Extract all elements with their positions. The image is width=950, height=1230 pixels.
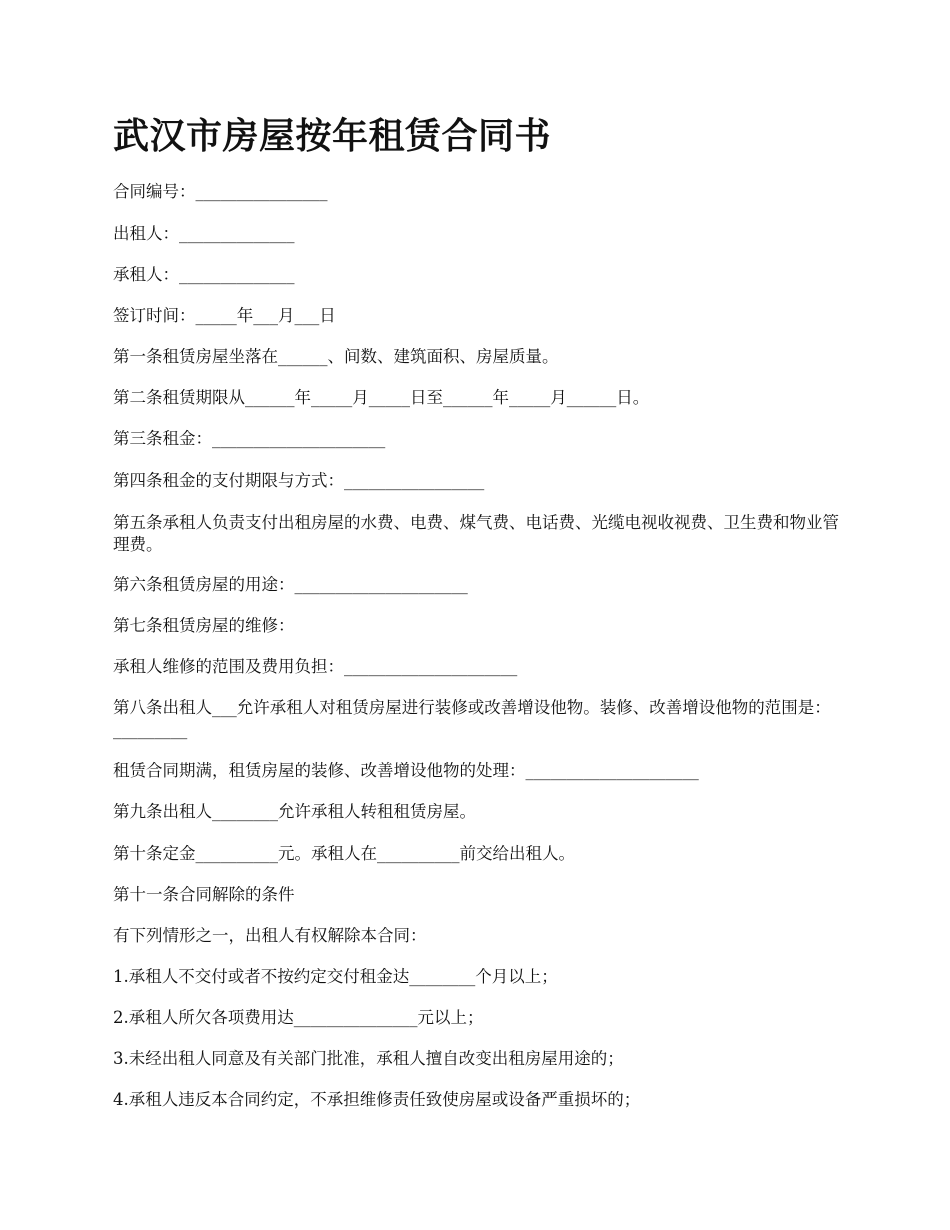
condition-item-4: 4.承租人违反本合同约定，不承担维修责任致使房屋或设备严重损坏的； [113, 1090, 641, 1109]
lessor-line: 出租人：______________ [113, 224, 295, 243]
article-4: 第四条租金的支付期限与方式：_________________ [113, 471, 485, 490]
article-5: 第五条承租人负责支付出租房屋的水费、电费、煤气费、电话费、光缆电视收视费、卫生费和物业管理费。 [113, 513, 839, 554]
article-11: 第十一条合同解除的条件 [113, 885, 295, 904]
lessee-line: 承租人：______________ [113, 265, 295, 284]
condition-item-2: 2.承租人所欠各项费用达_______________元以上； [113, 1008, 484, 1027]
signing-date-line: 签订时间：_____年___月___日 [113, 306, 336, 325]
condition-item-3: 3.未经出租人同意及有关部门批准，承租人擅自改变出租房屋用途的； [113, 1049, 624, 1068]
article-11-intro: 有下列情形之一，出租人有权解除本合同： [113, 926, 427, 945]
contract-number-line: 合同编号：________________ [113, 182, 328, 201]
article-7-detail: 承租人维修的范围及费用负担：_____________________ [113, 657, 518, 676]
article-9: 第九条出租人________允许承租人转租租赁房屋。 [113, 802, 476, 821]
article-8: 第八条出租人___允许承租人对租赁房屋进行装修或改善增设他物。装修、改善增设他物的范围是：_________ [113, 698, 831, 739]
article-7: 第七条租赁房屋的维修： [113, 616, 295, 635]
article-8-detail: 租赁合同期满，租赁房屋的装修、改善增设他物的处理：_____________________ [113, 761, 699, 780]
document-title: 武汉市房屋按年租赁合同书 [113, 116, 552, 157]
article-3: 第三条租金：_____________________ [113, 429, 386, 448]
article-2: 第二条租赁期限从______年_____月_____日至______年_____月______日。 [113, 388, 650, 407]
article-6: 第六条租赁房屋的用途：_____________________ [113, 575, 468, 594]
article-10: 第十条定金__________元。承租人在__________前交给出租人。 [113, 844, 575, 863]
condition-item-1: 1.承租人不交付或者不按约定交付租金达________个月以上； [113, 967, 558, 986]
article-1: 第一条租赁房屋坐落在______、间数、建筑面积、房屋质量。 [113, 347, 559, 366]
